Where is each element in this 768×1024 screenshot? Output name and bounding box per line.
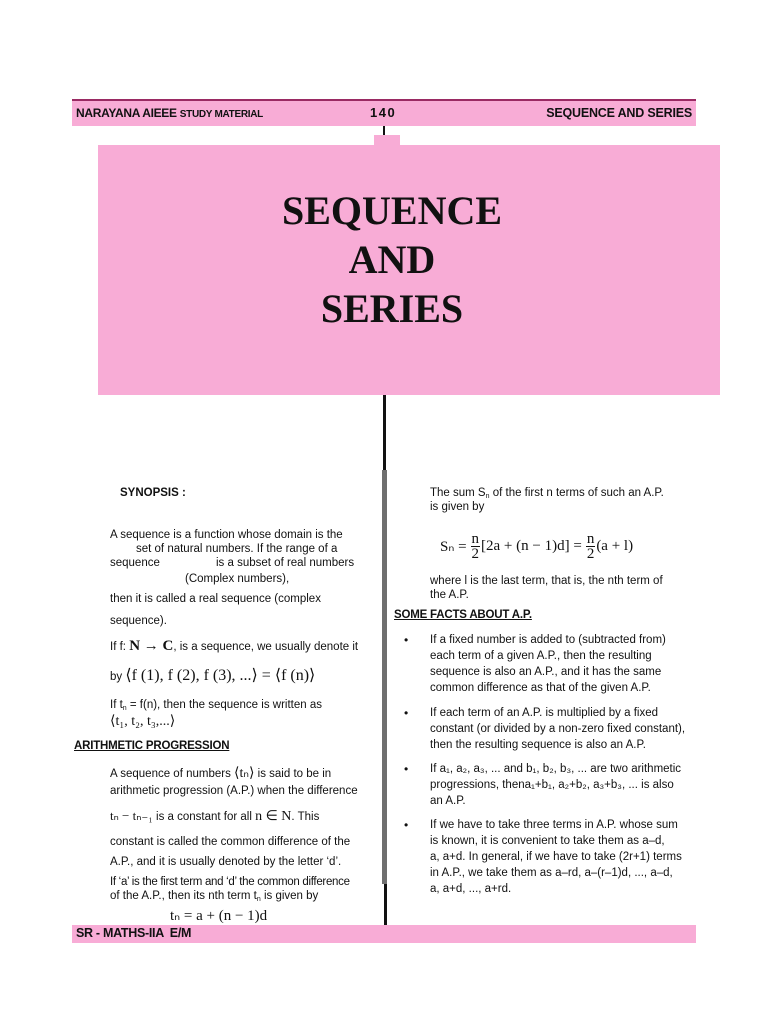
chapter-title-line-2: AND [348,237,436,282]
bullet-icon: • [404,706,409,720]
p4-a: If t [110,699,123,711]
n-in-N-math: n ∈ N [255,809,292,824]
sum-formula-end: (a + l) [596,538,634,554]
ap-line7 [110,888,318,908]
header-publisher-sub: STUDY MATERIAL [179,109,263,120]
chapter-title-line-3: SERIES [320,286,464,331]
column-divider [382,470,387,884]
fraction2-denominator: 2 [586,546,595,562]
synopsis-p3 [110,668,315,685]
fact-4-line-4: in A.P., we take them as a–rd, a–(r–1)d, ..., a–d, [430,867,673,879]
fraction-denominator: 2 [471,546,480,562]
fact-1-line-1: If a fixed number is added to (subtracted from) [430,634,666,646]
synopsis-p1-line4: (Complex numbers), [185,573,290,585]
ap-line4: constant is called the common difference of the [110,836,351,848]
fact-2-line-1: If each term of an A.P. is multiplied by a fixed [430,707,658,719]
difference-math: tₙ − tₙ₋₁ [110,808,153,823]
p2-suffix: , is a sequence, we usually denote it [173,641,359,653]
synopsis-p1-line2: set of natural numbers. If the range of a [136,543,338,555]
ap-line3 [110,808,319,825]
p4-b: = f(n), then the sequence is written as [126,699,322,711]
synopsis-heading: SYNOPSIS : [120,487,186,499]
sum-formula [440,532,633,561]
synopsis-p1-line6: sequence). [110,615,167,627]
fact-3-line-1: If a₁, a₂, a₃, ... and b₁, b₂, b₃, ... are two arithmetic [430,763,682,775]
fact-1-line-4: common difference as that of the given A.P. [430,682,651,694]
fraction-numerator: n [471,531,480,547]
p4-sub: n [122,705,127,712]
fact-item-1 [430,632,698,696]
ap7-sub: n [256,896,261,903]
terms-notation-math: ⟨t₁, t₂, t₃,...⟩ [110,714,176,729]
function-mapping-math: N → C [129,638,174,654]
where-line1: where l is the last term, that is, the nth term of [430,575,663,587]
fact-4-line-1: If we have to take three terms in A.P. whose sum [430,819,678,831]
page-number: 140 [370,105,397,120]
ap1-a: A sequence of numbers [110,768,231,780]
ap-line1 [110,766,331,782]
synopsis-p2 [110,638,358,655]
ap1-b: is said to be in [257,768,332,780]
header-publisher-main: NARAYANA AIEEE [76,106,177,120]
where-line2: the A.P. [430,589,469,601]
synopsis-p1-line3b: is a subset of real numbers [216,557,355,569]
header-connector-line [383,126,385,135]
ap3-b: . This [291,811,320,823]
sum-formula-mid: [2a + (n − 1)d] = [481,538,582,554]
sum-formula-lhs: Sₙ = [440,539,467,555]
fact-item-3 [430,761,698,809]
fact-3-line-2: progressions, thena₁+b₁, a₂+b₂, a₃+b₃, ... is also [430,779,674,791]
chapter-title-line-1: SEQUENCE [281,188,503,233]
ap-line5: A.P., and it is usually denoted by the letter ‘d’. [110,856,342,868]
sum-line2: is given by [430,501,485,513]
fact-1-line-2: each term of a given A.P., then the resulting [430,650,652,662]
p3-prefix: by [110,671,123,683]
bullet-icon: • [404,818,409,832]
fact-3-line-3: an A.P. [430,795,466,807]
sum1-b: of the first n terms of such an A.P. [489,487,664,499]
column-divider-top [383,395,386,475]
ap-line2: arithmetic progression (A.P.) when the difference [110,785,358,797]
bullet-icon: • [404,762,409,776]
synopsis-p1-line5: then it is called a real sequence (complex [110,593,321,605]
sequence-notation-math: ⟨f (1), f (2), f (3), ...⟩ = ⟨f (n)⟩ [125,667,316,684]
ap-line6: If ‘a’ is the first term and ‘d’ the common difference [110,876,350,888]
header-publisher [76,106,263,120]
nth-term-formula: tₙ = a + (n − 1)d [170,908,268,924]
header-chapter: SEQUENCE AND SERIES [546,106,692,120]
synopsis-p1-line1: A sequence is a function whose domain is the [110,529,343,541]
title-tab-nub [374,135,400,145]
fact-4-line-2: is known, it is convenient to take them as a–d, [430,835,665,847]
ap7-b: is given by [263,890,319,902]
fact-2-line-2: constant (or divided by a non-zero fixed constant), [430,723,686,735]
column-divider-bottom [384,884,387,926]
synopsis-p1-line3a: sequence [110,557,160,569]
fraction2-numerator: n [586,531,595,547]
arithmetic-progression-heading: ARITHMETIC PROGRESSION [74,740,230,752]
some-facts-heading: SOME FACTS ABOUT A.P. [394,609,532,621]
bullet-icon: • [404,633,409,647]
fraction-n-over-2 [471,532,481,561]
sum1-a: The sum S [430,487,486,499]
ap7-a: of the A.P., then its nth term t [110,890,257,902]
fact-item-2 [430,705,698,753]
fact-4-line-3: a, a+d. In general, if we have to take (2r+1) terms [430,851,682,863]
sum1-sub: n [485,493,490,500]
fact-2-line-3: then the resulting sequence is also an A.P. [430,739,646,751]
fraction-n-over-2-second [586,532,596,561]
fact-item-4 [430,817,698,897]
tn-sequence-math: ⟨tₙ⟩ [234,766,255,781]
ap3-a: is a constant for all [156,811,252,823]
chapter-title [98,186,686,333]
fact-1-line-3: sequence is also an A.P., and it has the same [430,666,662,678]
fact-4-line-5: a, a+d, ..., a+rd. [430,883,512,895]
footer-course-label: SR - MATHS-IIA E/M [76,926,192,940]
p2-prefix: If f: [110,641,126,653]
